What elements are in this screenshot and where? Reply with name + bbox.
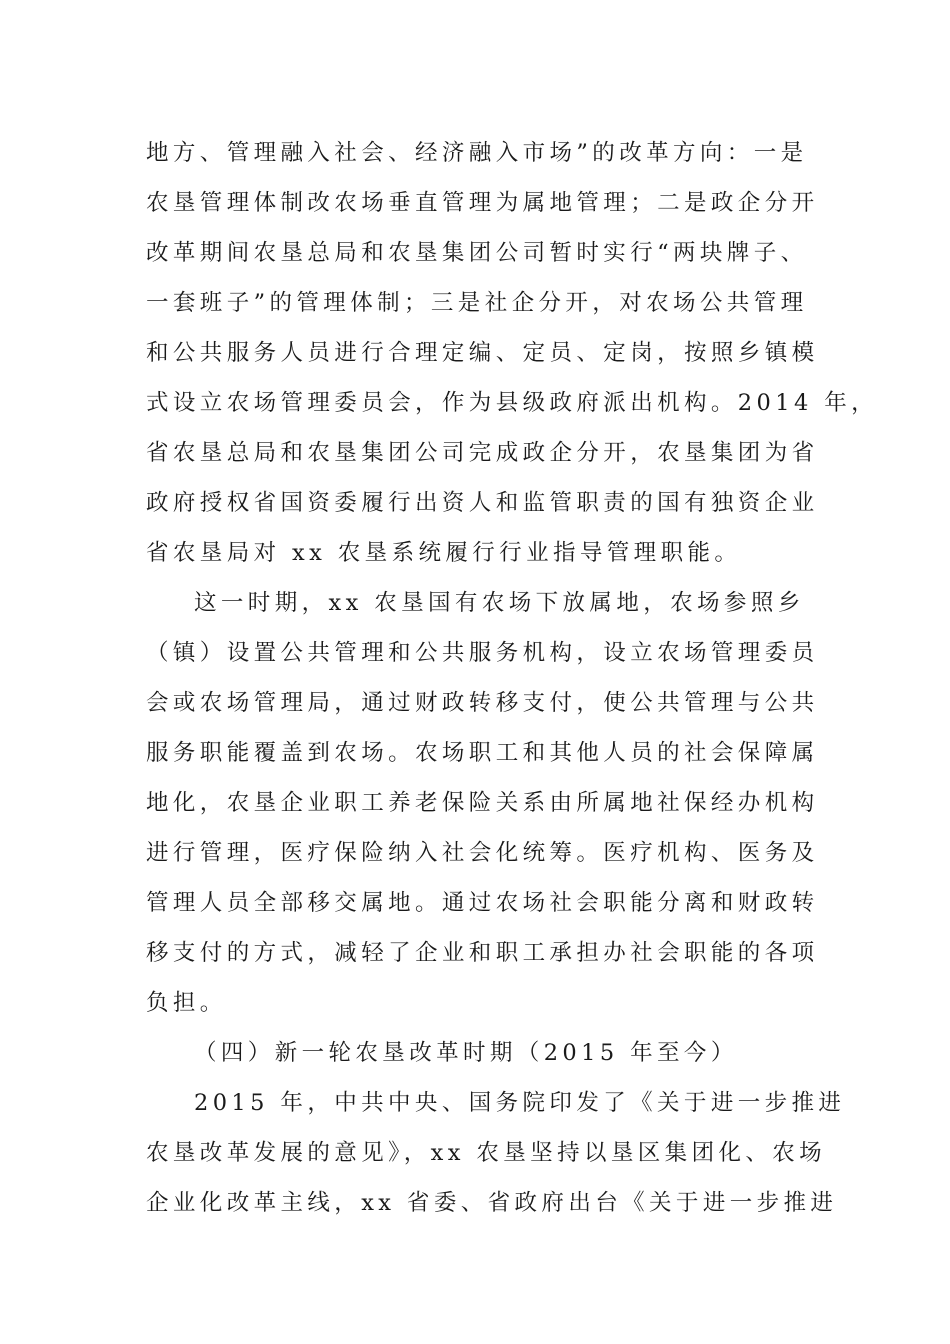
paragraph-line: 进行管理，医疗保险纳入社会化统筹。医疗机构、医务及 (146, 840, 819, 866)
paragraph-line: 地方、管理融入社会、经济融入市场”的改革方向：一是 (146, 140, 808, 166)
paragraph-line: 会或农场管理局，通过财政转移支付，使公共管理与公共 (146, 690, 819, 716)
paragraph-line: 这一时期，xx 农垦国有农场下放属地，农场参照乡 (194, 590, 805, 616)
paragraph-line: 和公共服务人员进行合理定编、定员、定岗，按照乡镇模 (146, 340, 819, 366)
paragraph-line: 企业化改革主线，xx 省委、省政府出台《关于进一步推进 (146, 1190, 838, 1216)
paragraph-line: 农垦管理体制改农场垂直管理为属地管理；二是政企分开 (146, 190, 819, 216)
paragraph-line: 省农垦局对 xx 农垦系统履行行业指导管理职能。 (146, 540, 742, 566)
paragraph-line: 2015 年，中共中央、国务院印发了《关于进一步推进 (194, 1090, 846, 1116)
paragraph-line: 地化，农垦企业职工养老保险关系由所属地社保经办机构 (146, 790, 819, 816)
paragraph-line: 服务职能覆盖到农场。农场职工和其他人员的社会保障属 (146, 740, 819, 766)
document-body (146, 128, 879, 1228)
paragraph-line: 一套班子”的管理体制；三是社企分开，对农场公共管理 (146, 290, 808, 316)
paragraph-line: 改革期间农垦总局和农垦集团公司暂时实行“两块牌子、 (146, 240, 808, 266)
paragraph-line: （镇）设置公共管理和公共服务机构，设立农场管理委员 (146, 640, 819, 666)
paragraph-line: 移支付的方式，减轻了企业和职工承担办社会职能的各项 (146, 940, 819, 966)
paragraph-line: 式设立农场管理委员会，作为县级政府派出机构。2014 年， (146, 390, 879, 416)
paragraph-line: 农垦改革发展的意见》，xx 农垦坚持以垦区集团化、农场 (146, 1140, 827, 1166)
paragraph-line: 负担。 (146, 990, 227, 1016)
paragraph-line: 省农垦总局和农垦集团公司完成政企分开，农垦集团为省 (146, 440, 819, 466)
paragraph-line: 政府授权省国资委履行出资人和监管职责的国有独资企业 (146, 490, 819, 516)
section-heading: （四）新一轮农垦改革时期（2015 年至今） (194, 1040, 738, 1066)
paragraph-line: 管理人员全部移交属地。通过农场社会职能分离和财政转 (146, 890, 819, 916)
